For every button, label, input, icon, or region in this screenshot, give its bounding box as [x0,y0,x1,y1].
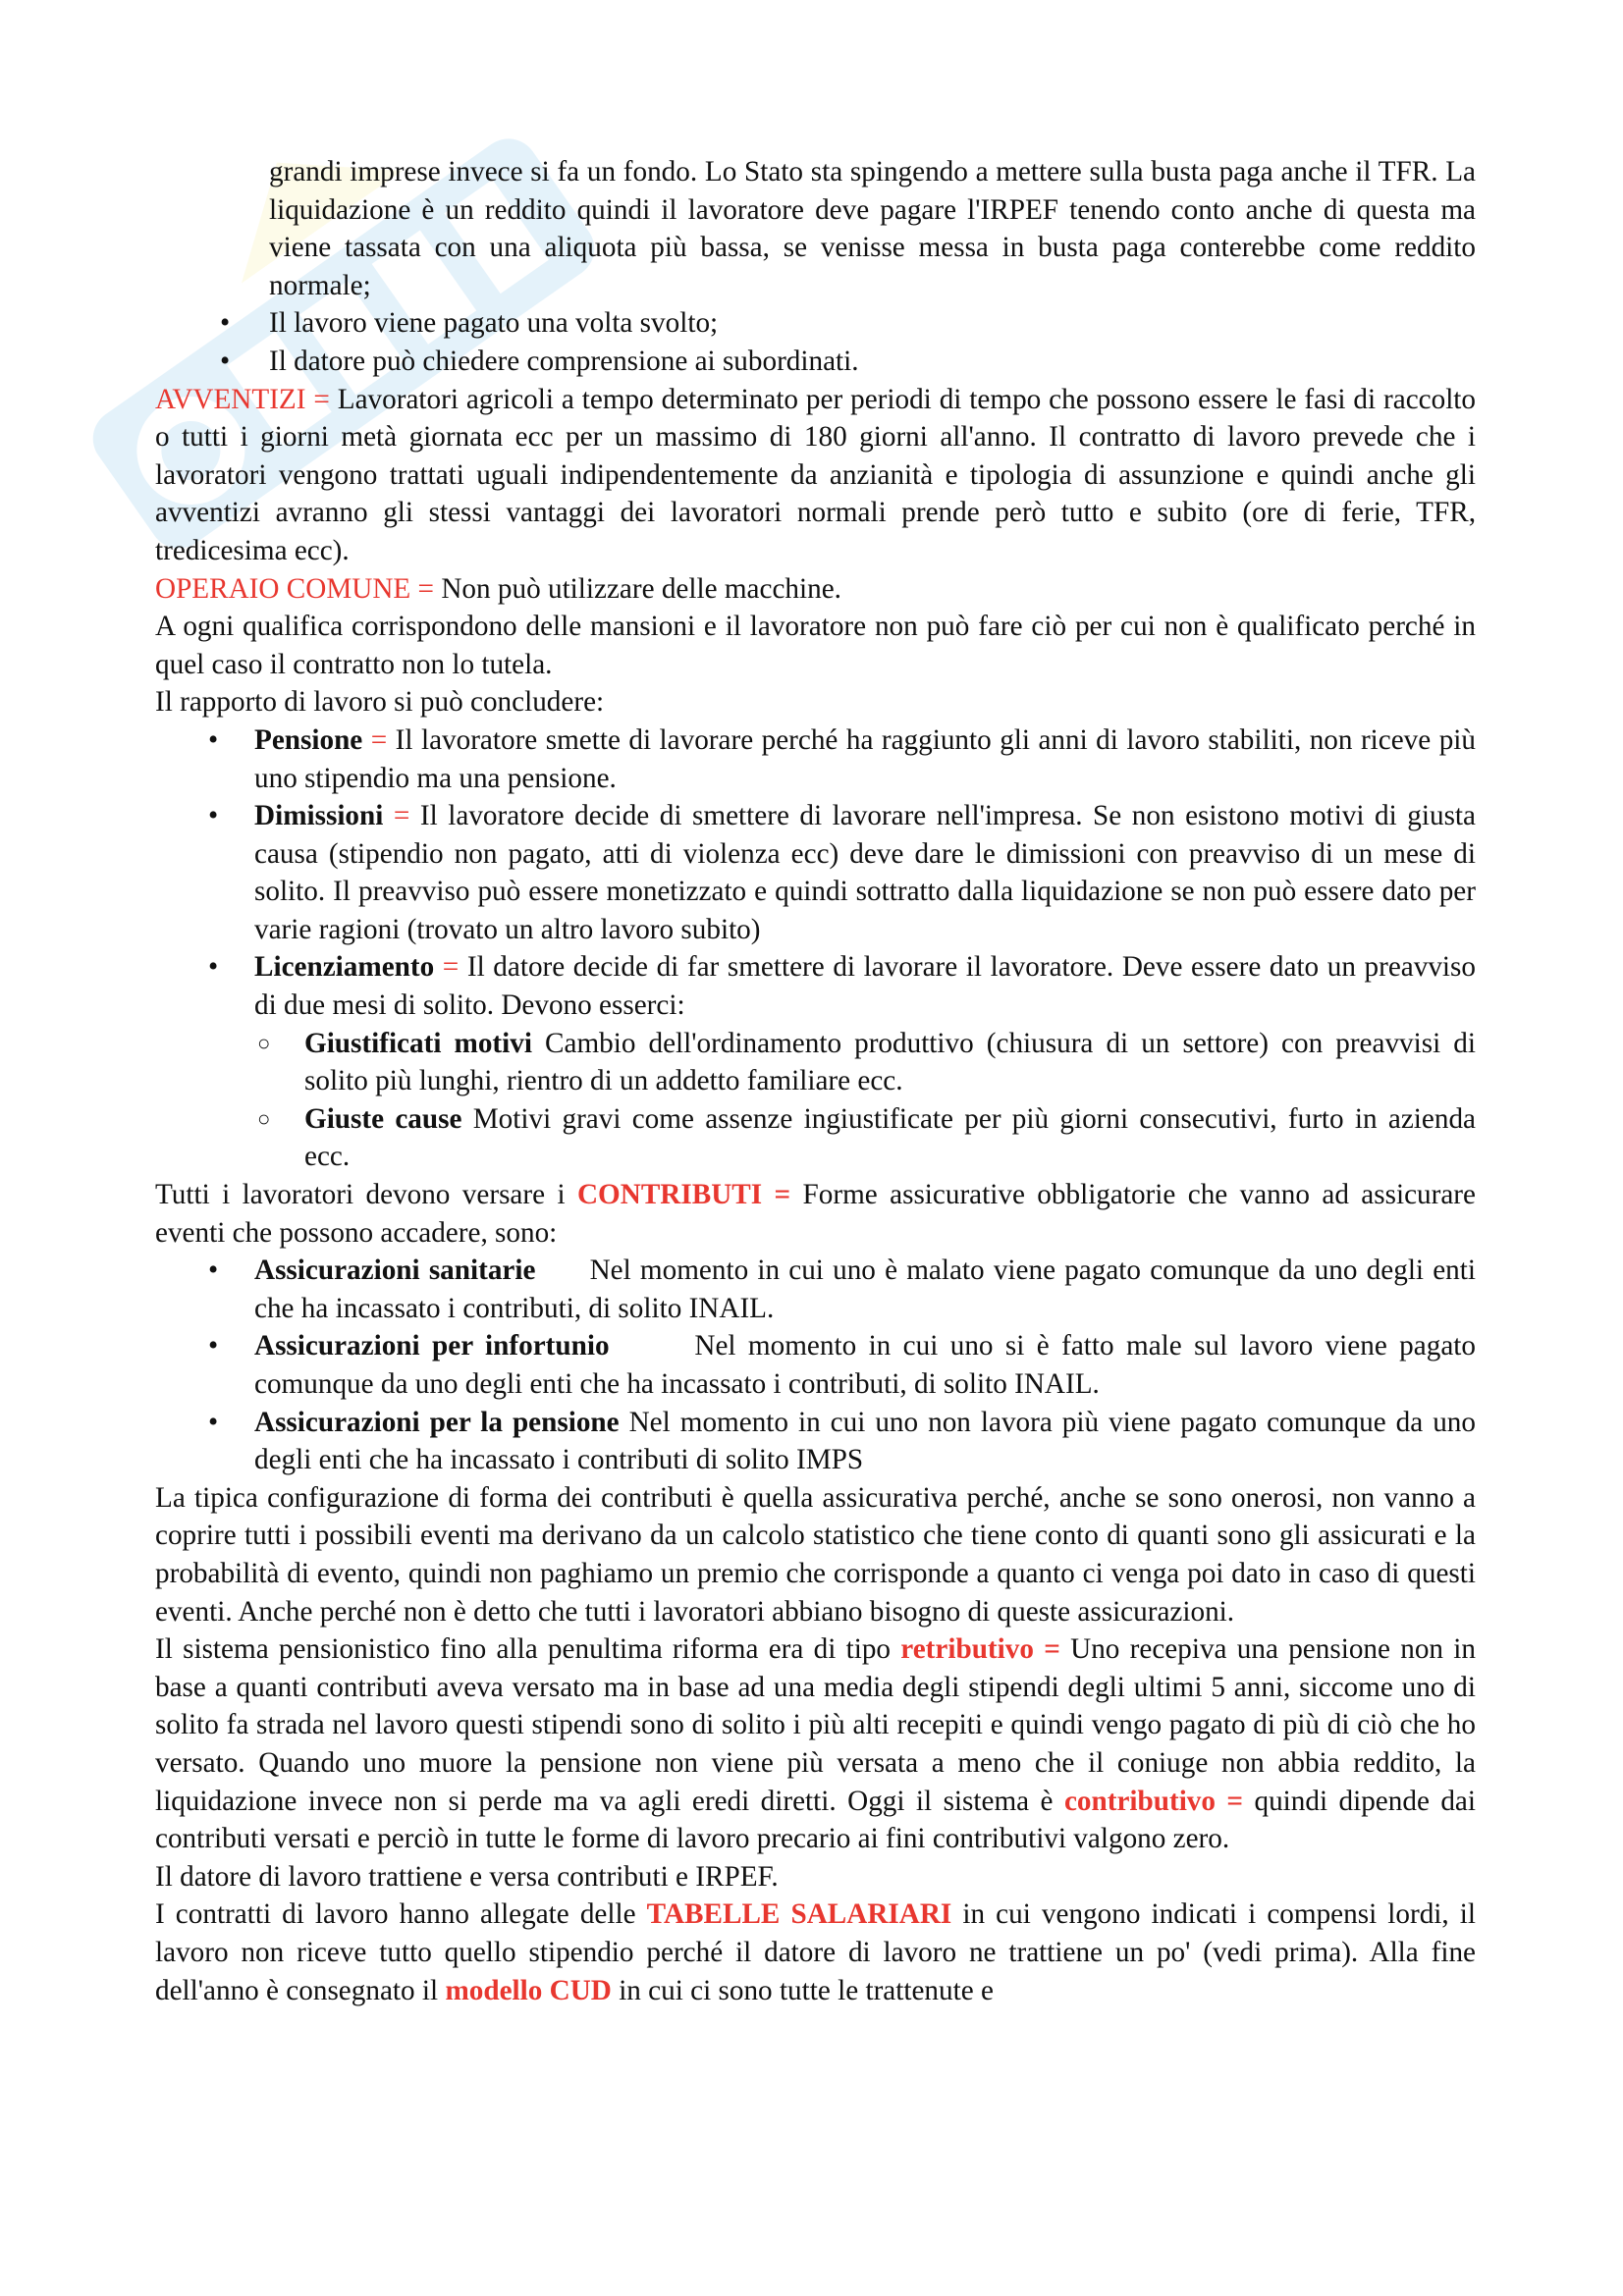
term-retributivo: retributivo = [900,1633,1060,1666]
list-item [155,721,1476,797]
contributi-after: Forme assicurative obbligatorie che vanno ad assicurare eventi che possono accadere, sono: [155,1179,1476,1249]
term-giustificati-motivi: Giustificati motivi [304,1027,532,1059]
datore-paragraph: Il datore di lavoro trattiene e versa contributi e IRPEF. [155,1860,779,1893]
term-assicurazioni-sanitarie: Assicurazioni sanitarie [254,1255,536,1287]
term-contributivo: contributivo = [1063,1785,1244,1817]
contributi-before: Tutti i lavoratori devono versare i [155,1179,577,1211]
term-pensione: Pensione [254,723,363,756]
term-giuste-cause: Giuste cause [304,1102,462,1135]
term-assicurazioni-infortunio: Assicurazioni per infortunio [254,1330,610,1362]
list-item [155,1100,1476,1176]
term-licenziamento: Licenziamento [254,951,435,984]
contratti-text-2: in cui vengono indicati i compensi lordi, il lavoro non riceve tutto quello stipendio perché il datore di lavoro ne trattiene un po' (vedi prima). Alla fine dell'anno è consegnato il [155,1898,1477,2006]
list-item [155,948,1476,1024]
sistema-text-2: Uno recepiva una pensione non in base a quanti contributi aveva versato ma in base ad una media degli stipendi degli ultimi 5 anni, siccome uno di solito fa strada nel lavoro questi stipendi sono di solito i più alti recepiti e quindi vengo pagato di più di ciò che ho versato. Quando uno muore la pensione non viene più versata a meno che il coniuge non abbia reddito, la liquidazione invece non si perde ma va agli eredi diretti. Oggi il sistema è [155,1633,1476,1817]
rapporto-intro: Il rapporto di lavoro si può concludere: [155,686,605,719]
contratti-text-3: in cui ci sono tutte le trattenute e [611,1974,994,2006]
list-item [155,797,1476,948]
intro-section [269,153,1476,304]
equals-sign: = [383,800,410,832]
operaio-text: Non può utilizzare delle macchine. [434,572,841,605]
avventizi-text: Lavoratori agricoli a tempo determinato per periodi di tempo che possono essere le fasi di raccolto o tutti i giorni metà giornata ecc per un massimo di 180 giorni all'anno. Il contratto di lavoro prevede che i lavoratori vengono trattati uguali indipendentemente da anzianità e tipologia di assunzione e quindi anche gli avventizi avranno gli stessi vantaggi dei lavoratori normali prende però tutto e subito (ore di ferie, TFR, tredicesima ecc). [155,383,1477,566]
term-modello-cud: modello CUD [445,1974,612,2006]
document-page [155,153,1484,2009]
list-item [155,1025,1476,1100]
list-item [155,1404,1476,1479]
item-text: Il datore decide di far smettere di lavorare il lavoratore. Deve essere dato un preavviso di due mesi di solito. Devono esserci: [254,951,1476,1022]
item-text: Cambio dell'ordinamento produttivo (chiusura di un settore) con preavvisi di solito più lunghi, rientro di un addetto familiare ecc. [304,1027,1476,1097]
term-dimissioni: Dimissioni [254,800,384,832]
item-text: Motivi gravi come assenze ingiustificate per più giorni consecutivi, furto in azienda ecc. [304,1102,1476,1173]
equals-sign: = [362,723,388,756]
operaio-paragraph [155,570,1476,609]
avventizi-paragraph [155,381,1476,570]
item-text: Nel momento in cui uno non lavora più viene pagato comunque da uno degli enti che ha incassato i contributi di solito IMPS [254,1406,1476,1476]
licenziamento-sublist [155,1025,1476,1176]
list-item: • Il datore può chiedere comprensione ai subordinati. [155,343,1476,381]
item-text: Nel momento in cui uno è malato viene pagato comunque da uno degli enti che ha incassato i contributi, di solito INAIL. [254,1255,1484,1324]
sistema-paragraph [155,1630,1476,1858]
contributi-paragraph [155,1176,1476,1252]
intro-continuation: grandi imprese invece si fa un fondo. Lo Stato sta spingendo a mettere sulla busta paga anche il TFR. La liquidazione è un reddito quindi il lavoratore deve pagare l'IRPEF tenendo conto anche di questa ma viene tassata con una aliquota più bassa, se venisse messa in busta paga conterebbe come reddito normale; [269,156,1476,301]
term-tabelle-salariari: TABELLE SALARIARI [646,1898,952,1931]
item-text: Nel momento in cui uno si è fatto male sul lavoro viene pagato comunque da uno degli enti che ha incassato i contributi, di solito INAIL. [254,1330,1484,1400]
list-item [155,1252,1484,1327]
rapporto-list [155,721,1476,1025]
equals-sign: = [434,951,460,984]
assicurazioni-list [155,1252,1484,1479]
list-item: • Il lavoro viene pagato una volta svolto; [155,304,1476,343]
intro-bullet-list [155,304,1476,380]
item-text: Il lavoratore decide di smettere di lavorare nell'impresa. Se non esistono motivi di giusta causa (stipendio non pagato, atti di violenza ecc) deve dare le dimissioni con preavviso di un mese di solito. Il preavviso può essere monetizzato e quindi sottratto dalla liquidazione se non può essere dato per varie ragioni (trovato un altro lavoro subito) [254,800,1476,945]
tipica-paragraph: La tipica configurazione di forma dei contributi è quella assicurativa perché, anche se sono onerosi, non vanno a coprire tutti i possibili eventi ma derivano da un calcolo statistico che tiene conto di quanti sono gli assicurati e la probabilità di evento, quindi non paghiamo un premio che corrisponde a quanto ci venga poi dato in caso di questi eventi. Anche perché non è detto che tutti i lavoratori abbiano bisogno di queste assicurazioni. [155,1481,1476,1628]
sistema-text-3: quindi dipende dai contributi versati e perciò in tutte le forme di lavoro precario ai fini contributivi valgono zero. [155,1785,1476,1855]
qualifica-paragraph: A ogni qualifica corrispondono delle mansioni e il lavoratore non può fare ciò per cui non è qualificato perché in quel caso il contratto non lo tutela. [155,611,1476,680]
contratti-text-1: I contratti di lavoro hanno allegate delle [155,1898,647,1931]
term-avventizi: AVVENTIZI = [155,383,330,415]
contratti-paragraph [155,1896,1476,2009]
term-assicurazioni-pensione: Assicurazioni per la pensione [254,1406,620,1438]
list-item [155,1327,1484,1403]
term-contributi: CONTRIBUTI = [576,1179,791,1211]
sistema-text-1: Il sistema pensionistico fino alla penultima riforma era di tipo [155,1633,901,1666]
item-text: Il lavoratore smette di lavorare perché ha raggiunto gli anni di lavoro stabiliti, non riceve più uno stipendio ma una pensione. [254,723,1476,794]
term-operaio-comune: OPERAIO COMUNE = [155,572,435,605]
